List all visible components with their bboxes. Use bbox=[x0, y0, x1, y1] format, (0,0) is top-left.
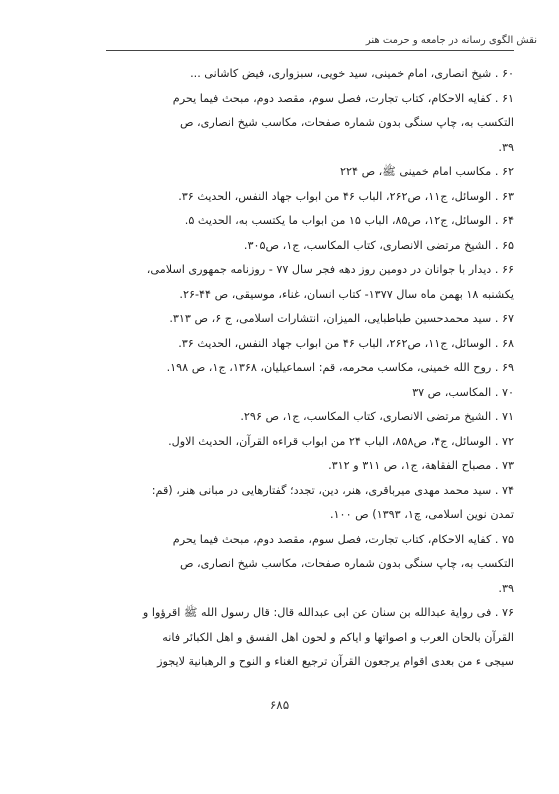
endnotes-list bbox=[102, 62, 514, 675]
endnote-61-cont: التکسب به، چاپ سنگی بدون شماره صفحات، مکاسب شیخ انصاری، ص bbox=[179, 116, 514, 129]
endnote-65: ۶۵ . الشیخ مرتضی الانصاری، کتاب المکاسب، ج۱، ص۳۰۵. bbox=[243, 238, 514, 252]
endnote-72: ۷۲ . الوسائل، ج۴، ص۸۵۸، الباب ۲۴ من ابواب قراءه القرآن، الحدیث الاول. bbox=[168, 434, 514, 448]
endnote-76-cont: سیجی ء من بعدی اقوام یرجعون القرآن ترجیع الغناء و النوح و الرهبانیة لایجوز bbox=[157, 655, 514, 668]
endnote-73: ۷۳ . مصباح الفقاهة، ج۱، ص ۳۱۱ و ۳۱۲. bbox=[328, 459, 514, 472]
endnote-61-cont: ۳۹. bbox=[498, 140, 514, 154]
endnote-74-cont: تمدن نوین اسلامی، چ۱، ۱۳۹۳) ص ۱۰۰. bbox=[329, 508, 514, 521]
running-header: نقش الگوی رسانه در جامعه و حرمت هنر bbox=[365, 35, 537, 46]
endnote-76-cont: القرآن بالحان العرب و اصواتها و ایاکم و لحون اهل الفسق و اهل الکبائر فانه bbox=[162, 630, 514, 644]
endnote-67: ۶۷ . سید محمدحسین طباطبایی، المیزان، انتشارات اسلامی، ج ۶، ص ۳۱۳. bbox=[169, 312, 514, 325]
endnote-63: ۶۳ . الوسائل، ج۱۱، ص۲۶۲، الباب ۴۶ من ابواب جهاد النفس، الحدیث ۳۶. bbox=[178, 189, 514, 203]
endnote-75-cont: التکسب به، چاپ سنگی بدون شماره صفحات، مکاسب شیخ انصاری، ص bbox=[179, 557, 514, 570]
endnote-76: ۷۶ . فی روایة عبدالله بن سنان عن ابی عبدالله قال: قال رسول الله ﷺ اقرؤوا و bbox=[142, 606, 514, 619]
endnote-71: ۷۱ . الشیخ مرتضی الانصاری، کتاب المکاسب، ج۱، ص ۲۹۶. bbox=[240, 410, 514, 423]
endnote-60: ۶۰ . شیخ انصاری، امام خمینی، سید خویی، سبزواری، فیض کاشانی ... bbox=[190, 67, 514, 80]
endnote-62: ۶۲ . مکاسب امام خمینی ﷺ، ص ۲۲۴ bbox=[340, 165, 514, 178]
endnote-74: ۷۴ . سید محمد مهدی میرباقری، هنر، دین، تجدد؛ گفتارهایی در مبانی هنر، (قم: bbox=[151, 483, 514, 497]
endnote-66-cont: یکشنبه ۱۸ بهمن ماه سال ۱۳۷۷- کتاب انسان، غناء، موسیقی، ص ۴۴-۲۶. bbox=[179, 287, 514, 301]
page-number: ۶۸۵ bbox=[269, 698, 290, 712]
endnote-68: ۶۸ . الوسائل، ج۱۱، ص۲۶۲، الباب ۴۶ من ابواب جهاد النفس، الحدیث ۳۶. bbox=[178, 336, 514, 350]
endnote-64: ۶۴ . الوسائل، ج۱۲، ص۸۵، الباب ۱۵ من ابواب ما یکتسب به، الحدیث ۵. bbox=[184, 214, 514, 227]
endnote-66: ۶۶ . دیدار با جوانان در دومین روز دهه فجر سال ۷۷ - روزنامه جمهوری اسلامی، bbox=[146, 263, 514, 276]
endnote-69: ۶۹ . روح الله خمینی، مکاسب محرمه، قم: اسماعیلیان، ۱۳۶۸، ج۱، ص ۱۹۸. bbox=[166, 361, 514, 374]
endnote-75-cont: ۳۹. bbox=[498, 581, 514, 595]
endnote-75: ۷۵ . کفایه الاحکام، کتاب تجارت، فصل سوم، مقصد دوم، مبحث فیما یحرم bbox=[172, 532, 514, 546]
endnote-70: ۷۰ . المکاسب، ص ۳۷ bbox=[412, 385, 514, 399]
endnote-61: ۶۱ . کفایه الاحکام، کتاب تجارت، فصل سوم، مقصد دوم، مبحث فیما یحرم bbox=[172, 91, 514, 105]
header-divider bbox=[106, 50, 514, 51]
